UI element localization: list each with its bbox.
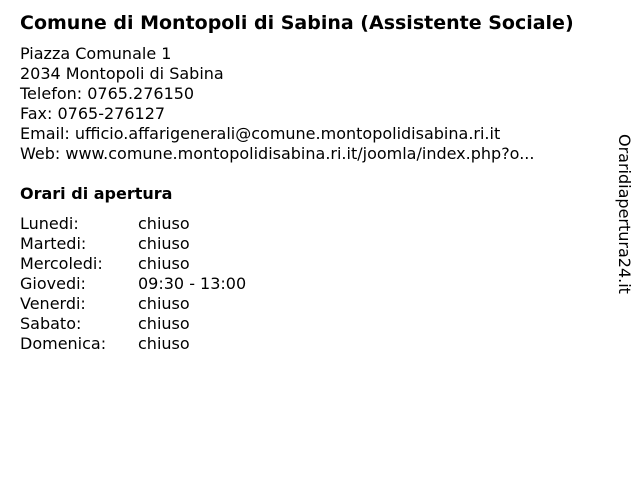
day-hours: chiuso	[138, 334, 190, 353]
day-label: Domenica:	[20, 334, 107, 353]
day-hours: chiuso	[138, 234, 190, 253]
hours-row	[20, 214, 320, 234]
hours-row	[20, 334, 320, 354]
phone-number: Telefon: 0765.276150	[20, 84, 195, 103]
page-title: Comune di Montopoli di Sabina (Assistente Sociale)	[20, 12, 574, 34]
website-link[interactable]: Web: www.comune.montopolidisabina.ri.it/joomla/index.php?o...	[20, 144, 535, 163]
day-label: Sabato:	[20, 314, 82, 333]
day-hours: chiuso	[138, 214, 190, 233]
opening-hours-table	[20, 214, 320, 354]
hours-row	[20, 274, 320, 294]
day-hours: chiuso	[138, 294, 190, 313]
day-hours: chiuso	[138, 314, 190, 333]
day-label: Martedi:	[20, 234, 87, 253]
day-label: Mercoledi:	[20, 254, 103, 273]
site-watermark: Oraridiapertura24.it	[615, 134, 634, 294]
fax-number: Fax: 0765-276127	[20, 104, 166, 123]
hours-row	[20, 234, 320, 254]
day-label: Giovedi:	[20, 274, 86, 293]
day-label: Venerdi:	[20, 294, 86, 313]
address-street: Piazza Comunale 1	[20, 44, 172, 63]
day-label: Lunedi:	[20, 214, 79, 233]
hours-row	[20, 294, 320, 314]
address-city: 2034 Montopoli di Sabina	[20, 64, 224, 83]
email-address[interactable]: Email: ufficio.affarigenerali@comune.montopolidisabina.ri.it	[20, 124, 501, 143]
address-block	[20, 44, 534, 164]
day-hours: chiuso	[138, 254, 190, 273]
hours-row	[20, 314, 320, 334]
hours-heading: Orari di apertura	[20, 184, 173, 203]
day-hours: 09:30 - 13:00	[138, 274, 247, 293]
hours-row	[20, 254, 320, 274]
